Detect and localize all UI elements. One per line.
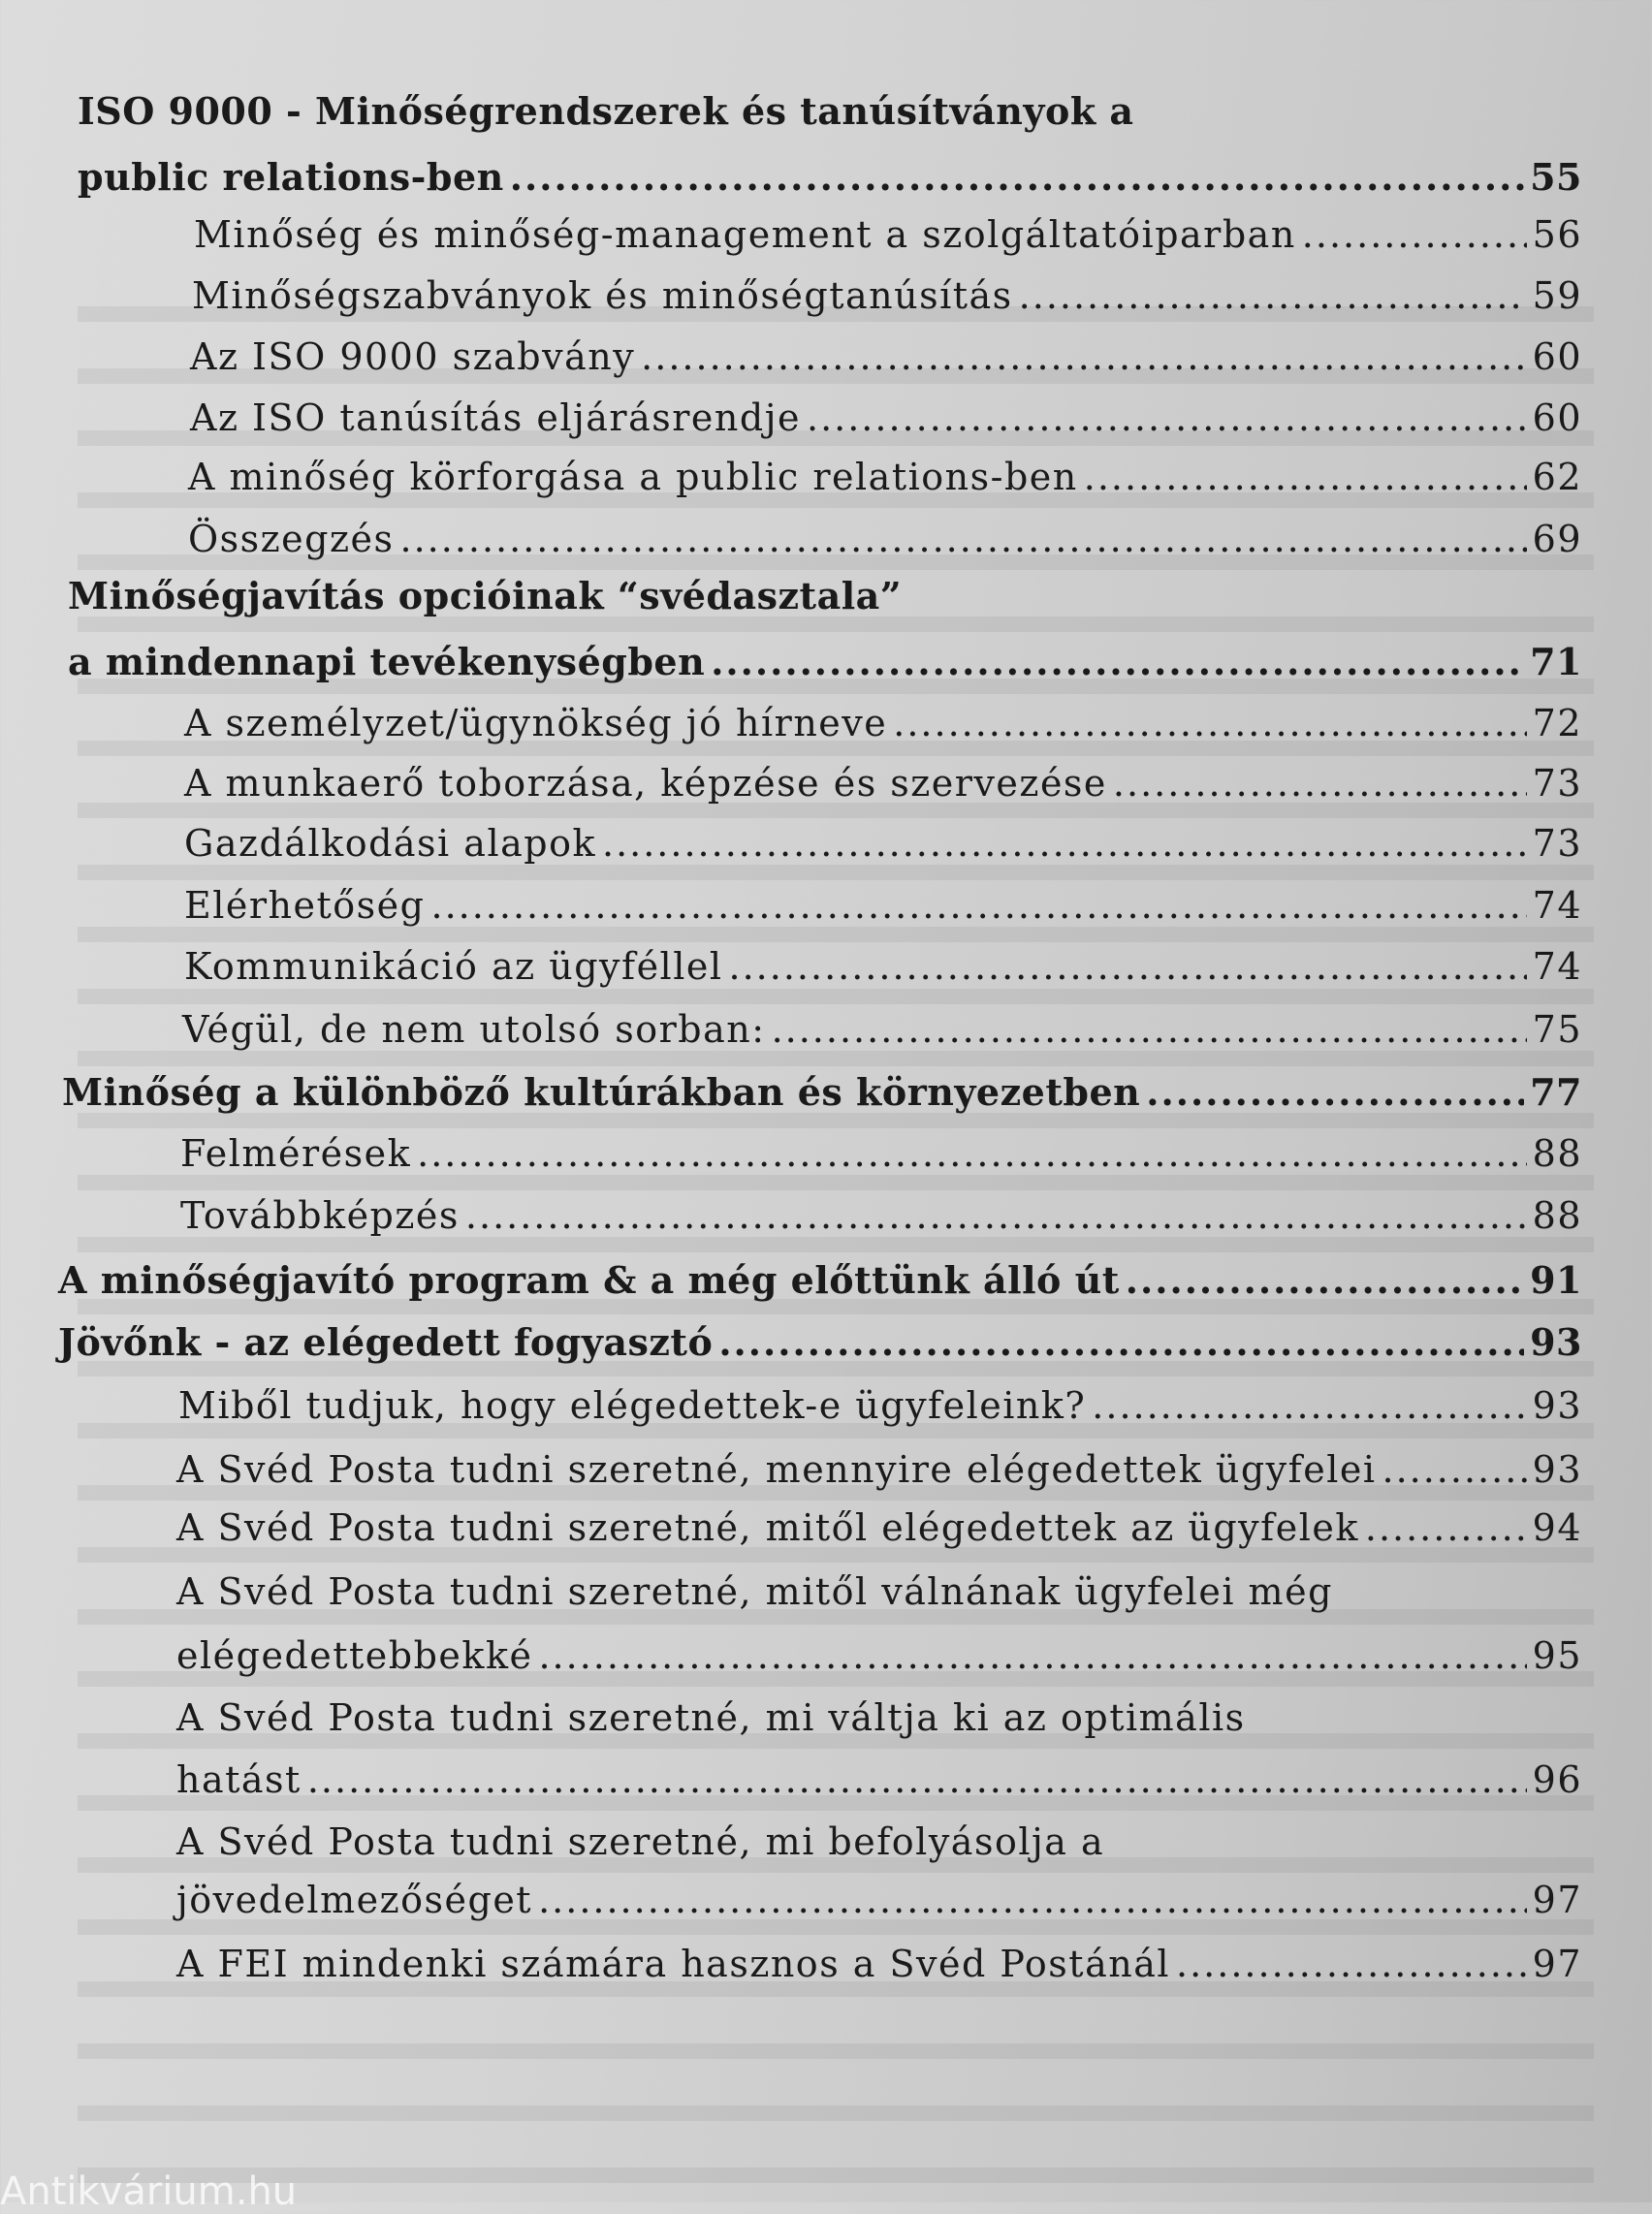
dot-leader — [1084, 456, 1527, 498]
dot-leader — [538, 1879, 1527, 1921]
toc-entry-label: Minőség és minőség-management a szolgáltatóiparban — [194, 213, 1296, 256]
toc-entry-label: public relations-ben — [78, 155, 504, 199]
dot-leader — [729, 945, 1527, 988]
toc-entry-label: A Svéd Posta tudni szeretné, mennyire elégedettek ügyfelei — [176, 1448, 1377, 1491]
page-number: 95 — [1532, 1634, 1582, 1677]
dot-leader — [1019, 274, 1527, 317]
toc-subentry[interactable] — [188, 518, 1582, 560]
page-number: 94 — [1532, 1506, 1582, 1549]
toc-subentry[interactable] — [188, 456, 1582, 498]
page-number: 71 — [1530, 640, 1582, 683]
dot-leader — [893, 702, 1526, 744]
page-number: 93 — [1532, 1448, 1582, 1491]
dot-leader — [1092, 1384, 1526, 1427]
dot-leader — [510, 155, 1524, 199]
dot-leader — [307, 1758, 1527, 1801]
toc-subentry[interactable] — [192, 274, 1582, 317]
toc-entry-label: jövedelmezőséget — [176, 1879, 533, 1921]
toc-subentry[interactable] — [184, 702, 1582, 744]
toc-subentry[interactable] — [178, 1384, 1582, 1427]
toc-subentry[interactable] — [194, 213, 1582, 256]
toc-entry-label: Felmérések — [180, 1132, 412, 1175]
dot-leader — [602, 822, 1527, 865]
page-number: 60 — [1532, 396, 1582, 439]
toc-entry-kulturak[interactable] — [62, 1070, 1582, 1114]
watermark: Antikvárium.hu — [0, 2169, 298, 2214]
page-number: 73 — [1532, 762, 1582, 805]
toc-entry-label: A munkaerő toborzása, képzése és szervezése — [184, 762, 1107, 805]
dot-leader — [1365, 1506, 1527, 1549]
dot-leader — [465, 1194, 1527, 1237]
toc-heading-svedasztal: Minőségjavítás opcióinak “svédasztala” — [68, 574, 903, 617]
toc-heading-iso: ISO 9000 - Minőségrendszerek és tanúsítványok a — [78, 89, 1134, 133]
page-number: 73 — [1532, 822, 1582, 865]
dot-leader — [1382, 1448, 1526, 1491]
dot-leader — [1302, 213, 1527, 256]
toc-entry-jovonk[interactable] — [58, 1320, 1582, 1364]
toc-entry-label: A minőség körforgása a public relations-ben — [188, 456, 1078, 498]
toc-entry-program[interactable] — [58, 1258, 1582, 1302]
toc-entry-label: Az ISO 9000 szabvány — [190, 335, 636, 378]
toc-entry-label: Minőség a különböző kultúrákban és környezetben — [62, 1070, 1141, 1114]
toc-subentry-line1: A Svéd Posta tudni szeretné, mi befolyásolja a — [176, 1820, 1105, 1863]
page-number: 93 — [1530, 1320, 1582, 1364]
page-number: 72 — [1532, 702, 1582, 744]
page-number: 88 — [1532, 1194, 1582, 1237]
page-number: 97 — [1532, 1879, 1582, 1921]
page-number: 55 — [1530, 155, 1582, 199]
toc-entry-label: Elérhetőség — [184, 884, 426, 927]
dot-leader — [538, 1634, 1526, 1677]
dot-leader — [400, 518, 1527, 560]
page-number: 69 — [1532, 518, 1582, 560]
page-number: 62 — [1532, 456, 1582, 498]
dot-leader — [807, 396, 1527, 439]
page-number: 75 — [1532, 1008, 1582, 1051]
dot-leader — [417, 1132, 1527, 1175]
toc-subentry[interactable] — [176, 1506, 1582, 1549]
page-number: 74 — [1532, 884, 1582, 927]
toc-subentry-line1: A Svéd Posta tudni szeretné, mitől válnának ügyfelei még — [176, 1570, 1333, 1613]
dot-leader — [1146, 1070, 1524, 1114]
toc-entry-label: Kommunikáció az ügyféllel — [184, 945, 723, 988]
page-number: 74 — [1532, 945, 1582, 988]
toc-subentry[interactable] — [180, 1132, 1582, 1175]
toc-entry-label: A minőségjavító program & a még előttünk álló út — [58, 1258, 1120, 1302]
toc-subentry[interactable] — [184, 762, 1582, 805]
toc-entry-label: Miből tudjuk, hogy elégedettek-e ügyfeleink? — [178, 1384, 1087, 1427]
dot-leader — [1176, 1943, 1527, 1985]
toc-subentry[interactable] — [176, 1758, 1582, 1801]
page-number: 97 — [1532, 1943, 1582, 1985]
page-number: 56 — [1532, 213, 1582, 256]
toc-entry-label: hatást — [176, 1758, 302, 1801]
toc-subentry[interactable] — [182, 1008, 1582, 1051]
toc-subentry[interactable] — [190, 335, 1582, 378]
toc-entry-label: A FEI mindenki számára hasznos a Svéd Postánál — [176, 1943, 1171, 1985]
toc-entry-label: Minőségszabványok és minőségtanúsítás — [192, 274, 1013, 317]
toc-entry-svedasztal[interactable] — [68, 640, 1582, 683]
dot-leader — [1126, 1258, 1524, 1302]
toc-entry-label: Végül, de nem utolsó sorban: — [182, 1008, 766, 1051]
dot-leader — [430, 884, 1526, 927]
toc-subentry[interactable] — [176, 1448, 1582, 1491]
toc-entry-label: A személyzet/ügynökség jó hírneve — [184, 702, 888, 744]
dot-leader — [718, 1320, 1524, 1364]
dot-leader — [772, 1008, 1527, 1051]
toc-subentry-line1: A Svéd Posta tudni szeretné, mi váltja ki az optimális — [176, 1696, 1246, 1739]
toc-entry-label: A Svéd Posta tudni szeretné, mitől elégedettek az ügyfelek — [176, 1506, 1359, 1549]
toc-entry-label: Gazdálkodási alapok — [184, 822, 596, 865]
toc-subentry[interactable] — [190, 396, 1582, 439]
dot-leader — [1113, 762, 1527, 805]
page-number: 59 — [1532, 274, 1582, 317]
toc-entry-label: Továbbképzés — [180, 1194, 460, 1237]
toc-entry-iso[interactable] — [78, 155, 1582, 199]
toc-subentry[interactable] — [184, 945, 1582, 988]
dot-leader — [711, 640, 1524, 683]
toc-entry-label: a mindennapi tevékenységben — [68, 640, 706, 683]
toc-entry-label: elégedettebbekké — [176, 1634, 533, 1677]
page-number: 96 — [1532, 1758, 1582, 1801]
page-number: 60 — [1532, 335, 1582, 378]
page-number: 91 — [1530, 1258, 1582, 1302]
toc-subentry[interactable] — [176, 1943, 1582, 1985]
toc-subentry[interactable] — [184, 822, 1582, 865]
toc-entry-label: Az ISO tanúsítás eljárásrendje — [190, 396, 801, 439]
toc-entry-label: Jövőnk - az elégedett fogyasztó — [58, 1320, 714, 1364]
dot-leader — [641, 335, 1526, 378]
toc-subentry[interactable] — [180, 1194, 1582, 1237]
toc-subentry[interactable] — [184, 884, 1582, 927]
page-number: 93 — [1532, 1384, 1582, 1427]
toc-entry-label: Összegzés — [188, 518, 395, 560]
page-number: 77 — [1530, 1070, 1582, 1114]
page-number: 88 — [1532, 1132, 1582, 1175]
toc-subentry[interactable] — [176, 1879, 1582, 1921]
toc-subentry[interactable] — [176, 1634, 1582, 1677]
